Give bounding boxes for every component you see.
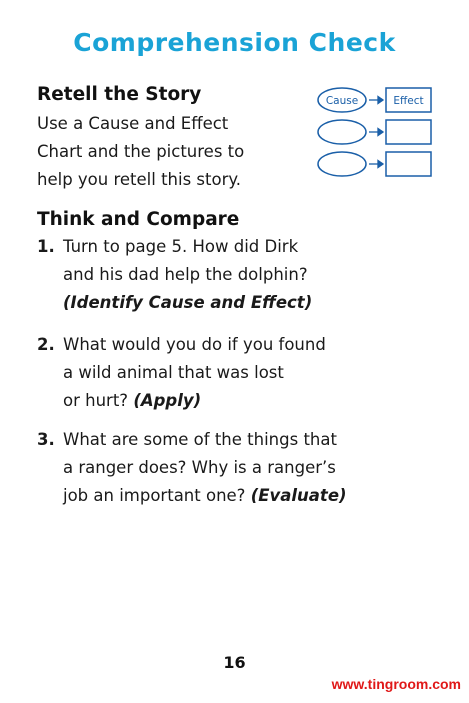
- cause-oval: [318, 152, 366, 176]
- question-number: 1.: [37, 237, 55, 256]
- question-line: a ranger does? Why is a ranger’s: [63, 458, 336, 477]
- page-number: 16: [223, 653, 246, 672]
- cause-effect-chart: [312, 84, 442, 184]
- arrow-icon: [378, 161, 383, 168]
- retell-line: help you retell this story.: [37, 170, 242, 189]
- question-line: a wild animal that was lost: [63, 363, 284, 382]
- question-line: What would you do if you found: [63, 335, 326, 354]
- think-heading: Think and Compare: [37, 209, 240, 230]
- skill-tag: (Evaluate): [250, 486, 347, 505]
- cause-oval: [318, 120, 366, 144]
- question-line: and his dad help the dolphin?: [63, 265, 308, 284]
- arrow-icon: [378, 97, 383, 104]
- question-line: or hurt?: [63, 391, 129, 410]
- cause-label: Cause: [325, 95, 359, 107]
- question-number: 3.: [37, 430, 55, 449]
- arrow-icon: [378, 129, 383, 136]
- effect-box: [386, 152, 431, 176]
- question-line: Turn to page 5. How did Dirk: [63, 237, 299, 256]
- question-line: What are some of the things that: [63, 430, 337, 449]
- watermark: www.tingroom.com: [331, 676, 461, 692]
- page-title: Comprehension Check: [73, 28, 396, 57]
- question-line: job an important one?: [63, 486, 246, 505]
- retell-line: Use a Cause and Effect: [37, 114, 229, 133]
- skill-tag: (Apply): [133, 391, 202, 410]
- effect-label: Effect: [393, 95, 424, 107]
- skill-tag: (Identify Cause and Effect): [63, 293, 313, 312]
- question-number: 2.: [37, 335, 55, 354]
- effect-box: [386, 120, 431, 144]
- retell-instructions: [37, 110, 244, 194]
- retell-line: Chart and the pictures to: [37, 142, 245, 161]
- retell-heading: Retell the Story: [37, 84, 202, 105]
